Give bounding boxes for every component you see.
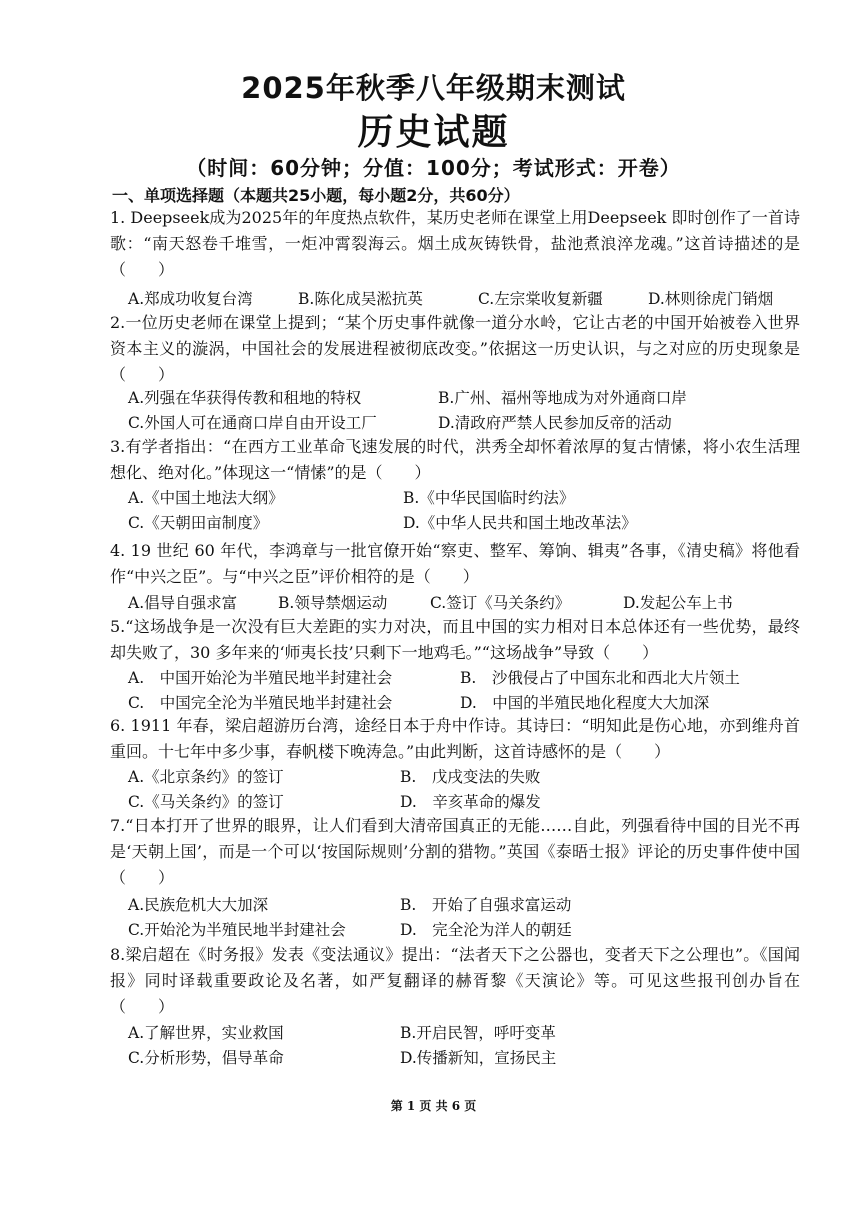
question-6-options [128, 765, 808, 815]
exam-info: （时间：60分钟；分值：100分；考试形式：开卷） [186, 156, 681, 180]
page-number: 第 1 页 共 6 页 [390, 1099, 477, 1113]
question-4-stem: 4. 19 世纪 60 年代，李鸿章与一批官僚开始“察吏、整军、筹饷、辑夷”各事，《清史稿》将他看作“中兴之臣”。与“中兴之臣”评价相符的是（ ） [110, 541, 800, 586]
option-a: A.民族危机大大加深 [128, 896, 269, 914]
option-a: A.了解世界，实业救国 [128, 1024, 284, 1042]
option-a: A.列强在华获得传教和租地的特权 [128, 389, 362, 407]
option-a: A.《北京条约》的签订 [128, 768, 284, 786]
option-d: D.发起公车上书 [623, 594, 733, 612]
option-d: D.清政府严禁人民参加反帝的活动 [438, 414, 672, 432]
option-d: D. 辛亥革命的爆发 [400, 793, 541, 811]
option-b: B. 沙俄侵占了中国东北和西北大片领土 [460, 669, 740, 687]
option-a: A.《中国土地法大纲》 [128, 489, 284, 507]
option-c: C.外国人可在通商口岸自由开设工厂 [128, 414, 377, 432]
option-c: C.签订《马关条约》 [430, 594, 571, 612]
question-4-options [128, 591, 808, 616]
option-c: C.开始沦为半殖民地半封建社会 [128, 921, 346, 939]
option-b: B.开启民智，呼吁变革 [400, 1024, 556, 1042]
option-d: D.林则徐虎门销烟 [648, 290, 774, 308]
option-a: A.郑成功收复台湾 [128, 290, 253, 308]
option-c: C.《天朝田亩制度》 [128, 514, 269, 532]
option-d: D. 中国的半殖民地化程度大大加深 [460, 694, 710, 712]
option-b: B.广州、福州等地成为对外通商口岸 [438, 389, 687, 407]
question-7-options [128, 893, 808, 943]
option-b: B. 开始了自强求富运动 [400, 896, 572, 914]
option-c: C.左宗棠收复新疆 [478, 290, 603, 308]
question-5-stem: 5.“这场战争是一次没有巨大差距的实力对决，而且中国的实力相对日本总体还有一些优势，最终却失败了，30 多年来的‘师夷长技’只剩下一地鸡毛。”“这场战争”导致（ ） [110, 617, 800, 662]
option-d: D. 完全沦为洋人的朝廷 [400, 921, 572, 939]
option-a: A. 中国开始沦为半殖民地半封建社会 [128, 669, 393, 687]
question-3-options [128, 486, 808, 536]
option-b: B. 戊戌变法的失败 [400, 768, 541, 786]
question-8-options [128, 1021, 808, 1071]
question-1-options [128, 287, 808, 312]
option-d: D.《中华人民共和国土地改革法》 [403, 514, 637, 532]
question-1-stem: 1. Deepseek成为2025年的年度热点软件，某历史老师在课堂上用Deepseek 即时创作了一首诗歌：“南天怒卷千堆雪，一炬冲霄裂海云。烟土成灰铸铁骨，盐池煮浪淬龙魂。”这首诗描述的是（ ） [110, 208, 800, 279]
option-c: C.分析形势，倡导革命 [128, 1049, 284, 1067]
section-title: 一、单项选择题（本题共25小题，每小题2分，共60分） [112, 186, 520, 205]
option-c: C. 中国完全沦为半殖民地半封建社会 [128, 694, 393, 712]
question-6-stem: 6. 1911 年春，梁启超游历台湾，途经日本于舟中作诗。其诗曰：“明知此是伤心地，亦到维舟首重回。十七年中多少事，春帆楼下晚涛急。”由此判断，这首诗感怀的是（ ） [110, 716, 800, 761]
option-c: C.《马关条约》的签订 [128, 793, 284, 811]
question-5-options [128, 666, 808, 716]
option-b: B.陈化成吴淞抗英 [298, 290, 423, 308]
question-3-stem: 3.有学者指出：“在西方工业革命飞速发展的时代，洪秀全却怀着浓厚的复古情愫，将小农生活理想化、绝对化。”体现这一“情愫”的是（ ） [110, 437, 800, 482]
question-7-stem: 7.“日本打开了世界的眼界，让人们看到大清帝国真正的无能……自此，列强看待中国的目光不再是‘天朝上国’，而是一个可以‘按国际规则’分割的猎物。”英国《泰晤士报》评论的历史事件使中国（ ） [110, 816, 800, 887]
question-8-stem: 8.梁启超在《时务报》发表《变法通议》提出：“法者天下之公器也，变者天下之公理也”。《国闻报》同时译载重要政论及名著，如严复翻译的赫胥黎《天演论》等。可见这些报刊创办旨在（ ） [110, 945, 800, 1016]
question-2-options [128, 386, 808, 436]
question-2-stem: 2.一位历史老师在课堂上提到；“某个历史事件就像一道分水岭，它让古老的中国开始被卷入世界资本主义的漩涡，中国社会的发展进程被彻底改变。”依据这一历史认识，与之对应的历史现象是（ ） [110, 313, 800, 384]
option-b: B.《中华民国临时约法》 [403, 489, 575, 507]
option-b: B.领导禁烟运动 [278, 594, 388, 612]
option-a: A.倡导自强求富 [128, 594, 238, 612]
subject-title: 历史试题 [357, 112, 510, 153]
exam-title: 2025年秋季八年级期末测试 [241, 71, 626, 105]
option-d: D.传播新知，宣扬民主 [400, 1049, 557, 1067]
